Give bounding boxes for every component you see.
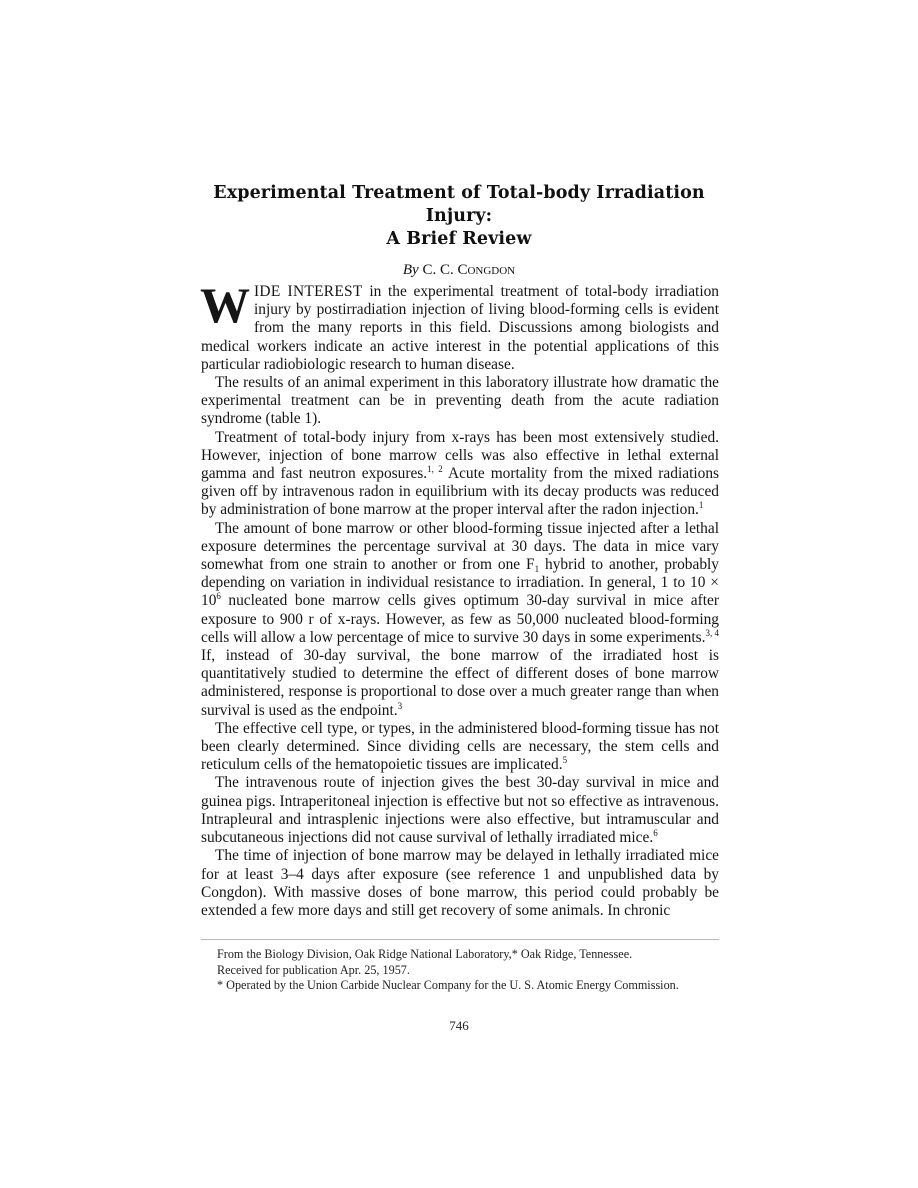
footnote-text: Operated by the Union Carbide Nuclear Company for the U. S. Atomic Energy Commission. [223,978,679,993]
paragraph-5 [201,720,719,775]
paragraph-text: The results of an animal experiment in this laboratory illustrate how dramatic the experimental treatment can be in preventing death from the acute radiation syndrome (table 1). [201,374,719,428]
author-name: C. C. Congdon [422,262,516,278]
footnote-divider [201,939,719,940]
paragraph-text: If, instead of 30-day survival, the bone marrow of the irradiated host is quantitatively studied to determine the effect of different doses of bone marrow administered, response is proportional to dose over a much greater range than when survival is used as the endpoint. [201,647,719,719]
subscript: 1 [534,564,540,575]
byline [180,261,738,279]
reference-marker: 6 [653,828,658,839]
exponent: 6 [216,591,221,602]
paragraph-text: The amount of bone marrow or other blood-forming tissue injected after a lethal exposure determines the percentage survival at 30 days. The data in mice vary somewhat from one strain to another or from one F [201,519,719,574]
reference-marker: 1 [698,500,704,511]
reference-marker: 3, 4 [705,627,720,638]
page-number: 746 [449,1018,469,1033]
paragraph-4 [201,520,719,720]
paragraph-6 [201,774,719,847]
opening-caps: IDE INTEREST [254,283,363,300]
footnote-text: From the Biology Division, Oak Ridge National Laboratory, [217,947,512,961]
footnote-received [201,963,719,979]
paragraph-text: The effective cell type, or types, in the administered blood-forming tissue has not been clearly determined. Since dividing cells are necessary, the stem cells and reticulum cells of the hematopoietic tissues are implicated. [201,719,719,774]
footnotes [201,947,719,994]
byline-prefix: By [402,262,419,278]
footnote-marker: * [217,978,224,993]
paragraph-text: The intravenous route of injection gives the best 30-day survival in mice and guinea pigs. Intraperitoneal injection is effective but not so effective as intravenous. Intrapleural and intrasplenic injections were also effective, but intramuscular and subcutaneous injections did not cause survival of lethally irradiated mice. [201,774,719,847]
reference-marker: 3 [397,700,403,711]
paragraph-1 [200,277,719,374]
footnote-text: Received for publication Apr. 25, 1957. [217,962,410,977]
paragraph-text: hybrid to another, probably depending on variation in individual resistance to irradiation. In general, 1 to 10 × 10 [201,556,719,610]
paragraph-3 [201,429,719,520]
paragraph-text: nucleated bone marrow cells gives optimum 30-day survival in mice after exposure to 900 r of x-rays. However, as few as 50,000 nucleated blood-forming cells will allow a low percentage of mice to survive 30 days in some experiments. [201,592,719,646]
paragraph-text: Acute mortality from the mixed radiations given off by intravenous radon in equilibrium with its decay products was reduced by administration of bone marrow at the proper interval after the radon injection. [201,465,720,519]
drop-cap: W [200,277,250,333]
title-line-2: A Brief Review [386,229,532,249]
footnote-affiliation [201,947,719,963]
paragraph-2 [201,374,719,429]
footnote-marker: * [511,947,518,961]
footnote-text: Oak Ridge, Tennessee. [517,947,633,961]
reference-marker: 5 [562,755,568,766]
article-title [180,182,738,251]
footnote-operated [201,978,719,994]
paragraph-text: in the experimental treatment of total-body irradiation injury by postirradiation injection of living blood-forming cells is evident from the many reports in this field. Discussions among biologists and medical workers indicate an active interest in the potential applications of this particular radiobiologic research to human disease. [201,283,719,373]
paragraph-text: The time of injection of bone marrow may be delayed in lethally irradiated mice for at least 3–4 days after exposure (see reference 1 and unpublished data by Congdon). With massive doses of bone marrow, this period could probably be extended a few more days and still get recovery of some animals. In chronic [201,847,719,919]
reference-marker: 1, 2 [427,464,443,475]
title-line-1: Experimental Treatment of Total-body Irradiation Injury: [213,183,705,226]
paragraph-7 [201,847,719,920]
article-body [200,277,720,920]
paragraph-text: Treatment of total-body injury from x-rays has been most extensively studied. However, injection of bone marrow cells was also effective in lethal external gamma and fast neutron exposures. [201,428,719,483]
